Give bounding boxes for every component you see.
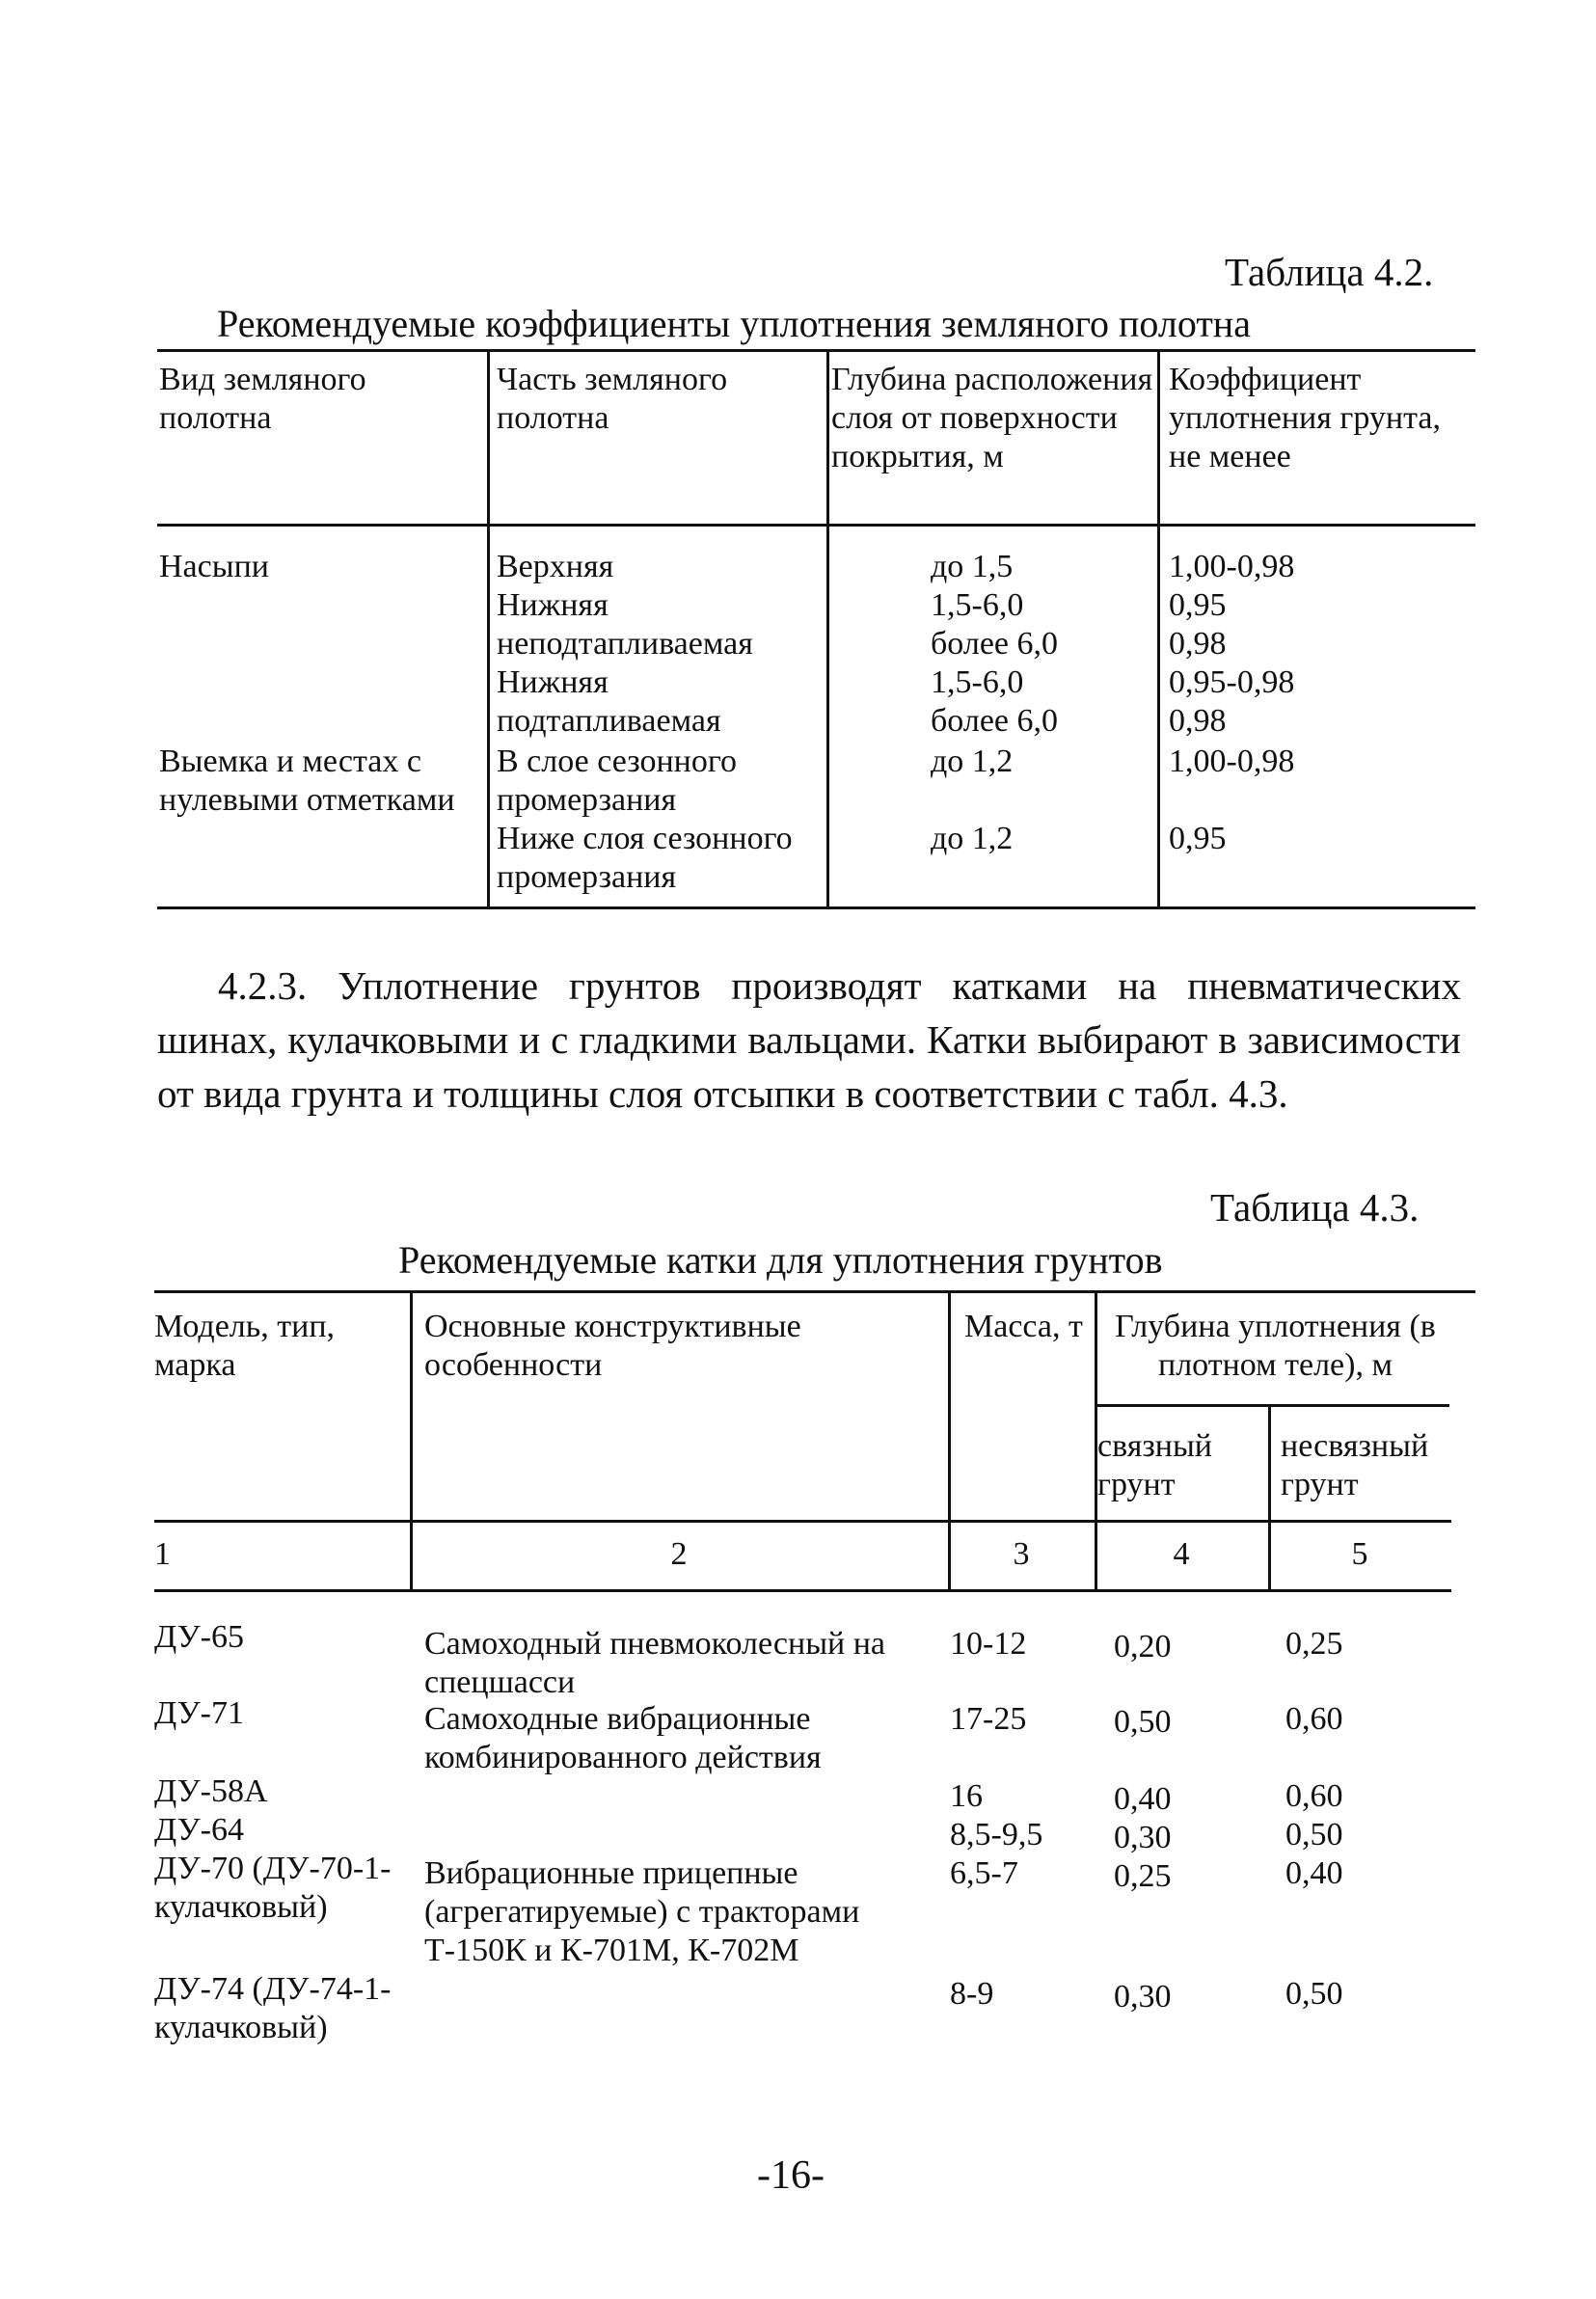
table-4-2-title: Рекомендуемые коэффициенты уплотнения земляного полотна [217,302,1251,345]
table-4-3-row-4-mass: 8,5-9,5 [950,1817,1043,1853]
table-4-3-header-cohesive: связный грунт [1097,1428,1212,1502]
table-4-2-header-part: Часть земляного полотна [497,362,728,436]
table-4-3-row-1-cohesive: 0,20 [1114,1629,1172,1664]
table-4-3-header-rule [154,1520,1451,1523]
table-4-3-row-1-mass: 10-12 [950,1626,1027,1662]
table-4-2-coef-4: 0,95-0,98 [1169,664,1295,700]
table-4-2-depth-7: до 1,2 [931,821,1014,856]
table-4-2-depth-5: более 6,0 [931,703,1058,739]
table-4-2-part-upper: Верхняя [497,549,614,584]
table-4-2-kind-embankment: Насыпи [159,549,269,584]
table-4-2-header-rule [157,524,1475,527]
table-4-3-header-depth: Глубина уплотнения (в плотном теле), м [1115,1309,1436,1383]
table-4-2-coef-5: 0,98 [1169,703,1227,739]
table-4-3-row-1-noncohesive: 0,25 [1285,1626,1343,1662]
table-4-3-row-2-model: ДУ-71 [154,1695,245,1731]
table-4-3-row-4-cohesive: 0,30 [1114,1820,1172,1855]
table-4-2-depth-4: 1,5-6,0 [931,664,1024,700]
table-4-2-col-divider-3 [1157,351,1160,906]
table-4-2-header-depth: Глубина расположения слоя от поверхности покрытия, м [831,362,1153,474]
table-4-2-top-rule [157,349,1475,352]
table-4-3-header-features: Основные конструктивные особенности [424,1309,801,1383]
table-4-3-row-5-mass: 6,5-7 [950,1855,1018,1891]
table-4-3-colnum-4: 4 [1173,1536,1190,1572]
table-4-3-colnum-5: 5 [1351,1536,1368,1572]
table-4-2-depth-1: до 1,5 [931,549,1014,584]
table-4-2-coef-3: 0,98 [1169,626,1227,662]
table-4-3-header-model: Модель, тип, марка [154,1309,336,1383]
table-4-2-header-coefficient: Коэффициент уплотнения грунта, не менее [1169,362,1441,474]
paragraph-4-2-3: 4.2.3. Уплотнение грунтов производят катками на пневматических шинах, кулачковыми и с гладкими вальцами. Катки выбирают в зависимости от вида грунта и толщины слоя отсыпки в соответствии с табл. 4.3. [157,963,1461,1116]
table-4-2-depth-3: более 6,0 [931,626,1058,662]
table-4-3-row-5-cohesive: 0,25 [1114,1858,1172,1894]
table-4-3-row-6-model: ДУ-74 (ДУ-74-1-кулачковый) [154,1971,392,2045]
table-4-3-row-5-noncohesive: 0,40 [1285,1855,1343,1891]
table-4-2-number: Таблица 4.2. [1225,250,1434,294]
table-4-2-part-frost-layer: В слое сезонного промерзания [497,744,737,818]
table-4-3-row-2-mass: 17-25 [950,1701,1027,1737]
table-4-3-row-5-model: ДУ-70 (ДУ-70-1-кулачковый) [154,1851,392,1925]
table-4-2-depth-6: до 1,2 [931,744,1014,779]
table-4-3-colnum-2: 2 [670,1536,688,1572]
table-4-2-coef-2: 0,95 [1169,587,1227,623]
table-4-2-kind-cut: Выемка и местах с нулевыми отметками [159,744,455,818]
table-4-3-top-rule [154,1290,1475,1293]
table-4-3-row-6-noncohesive: 0,50 [1285,1976,1343,2012]
table-4-3-subheader-rule [1097,1404,1449,1407]
table-4-3-row-3-noncohesive: 0,60 [1285,1778,1343,1814]
table-4-2-col-divider-2 [826,351,829,906]
table-4-3-row-1-features: Самоходный пневмоколесный на спецшасси [424,1626,886,1700]
table-4-3-row-4-model: ДУ-64 [154,1812,245,1848]
table-4-3-row-5-features: Вибрационные прицепные (агрегатируемые) с тракторами Т-150К и К-701М, К-702М [424,1855,860,1968]
table-4-2-coef-7: 0,95 [1169,821,1227,856]
table-4-2-depth-2: 1,5-6,0 [931,587,1024,623]
table-4-3-row-2-cohesive: 0,50 [1114,1704,1172,1740]
table-4-3-row-4-noncohesive: 0,50 [1285,1817,1343,1853]
page-number: -16- [757,2153,825,2198]
table-4-3-colnum-1: 1 [154,1536,171,1572]
table-4-3-row-3-cohesive: 0,40 [1114,1781,1172,1817]
table-4-2-part-below-frost: Ниже слоя сезонного промерзания [497,821,793,895]
table-4-2-part-lower-dry: Нижняя неподтапливаемая [497,587,753,662]
table-4-3-row-2-noncohesive: 0,60 [1285,1701,1343,1737]
table-4-2-bottom-rule [157,906,1475,909]
table-4-3-row-1-model: ДУ-65 [154,1619,245,1655]
table-4-3-header-noncohesive: несвязный грунт [1281,1428,1429,1502]
table-4-3-row-6-cohesive: 0,30 [1114,1979,1172,2015]
table-4-2-part-lower-wet: Нижняя подтапливаемая [497,664,721,739]
table-4-3-title: Рекомендуемые катки для уплотнения грунтов [398,1238,1163,1282]
table-4-3-row-3-mass: 16 [950,1778,983,1814]
table-4-2-coef-1: 1,00-0,98 [1169,549,1295,584]
table-4-3-row-3-model: ДУ-58А [154,1773,268,1809]
table-4-3-row-6-mass: 8-9 [950,1976,994,2012]
table-4-2-col-divider-1 [487,351,490,906]
table-4-3-colnum-3: 3 [1013,1536,1030,1572]
table-4-3-number: Таблица 4.3. [1210,1185,1420,1230]
table-4-3-header-mass: Масса, т [964,1309,1083,1344]
table-4-2-header-kind: Вид земляного полотна [159,362,366,436]
table-4-3-numbers-rule [154,1589,1451,1592]
table-4-2-coef-6: 1,00-0,98 [1169,744,1295,779]
table-4-3-row-2-features: Самоходные вибрационные комбинированного действия [424,1701,822,1775]
